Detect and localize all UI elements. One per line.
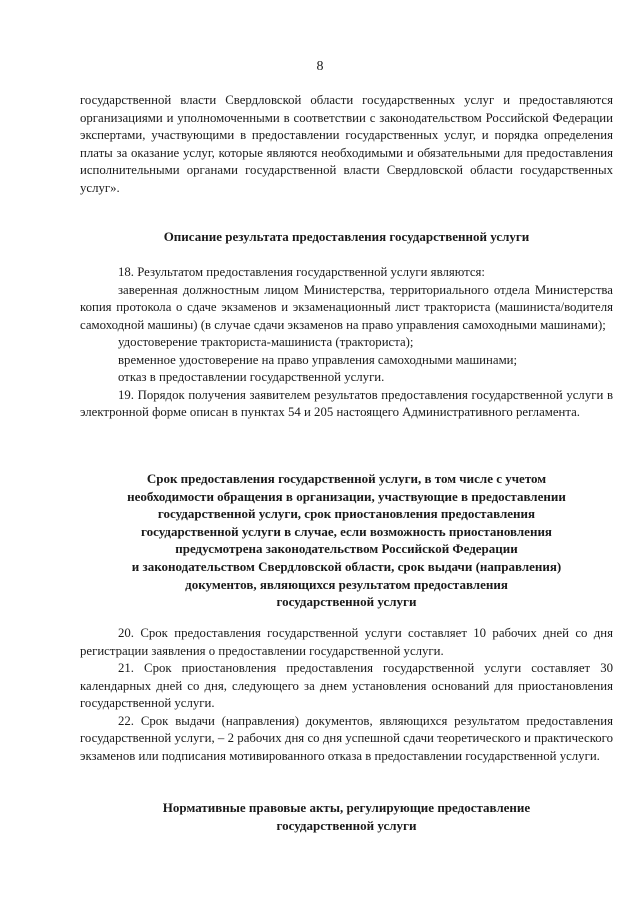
- section-result-body: [80, 264, 613, 422]
- intro-line: государственной власти Свердловской области государственных услуг: [80, 93, 495, 107]
- paragraph-20: 20. Срок предоставления государственной услуги составляет 10 рабочих дней со дня регистрации заявления о предоставлении государственной услуги.: [80, 626, 613, 658]
- heading-line: и законодательством Свердловской области, срок выдачи (направления): [131, 558, 562, 574]
- intro-line: в предоставлении государственных услуг, и порядка определения платы за: [80, 128, 614, 160]
- intro-line: Свердловской области государственных услуг».: [80, 163, 614, 195]
- heading-line: государственной услуги: [276, 817, 417, 833]
- section-terms-body: [80, 625, 613, 765]
- heading-line: Нормативные правовые акты, регулирующие предоставление: [162, 800, 531, 815]
- intro-text: [80, 92, 613, 197]
- section-heading-legal-acts: [80, 799, 613, 834]
- heading-line: документов, являющихся результатом предоставления: [185, 576, 508, 592]
- result-item-certificate: удостоверение тракториста-машиниста (тракториста);: [118, 335, 414, 349]
- paragraph-18: 18. Результатом предоставления государственной услуги являются:: [118, 265, 485, 279]
- intro-paragraph: [80, 92, 613, 197]
- heading-line: Срок предоставления государственной услуги, в том числе с учетом: [146, 471, 547, 486]
- paragraph-19: 19. Порядок получения заявителем результатов предоставления государственной услуги в электронной форме описан в пунктах 54 и 205 настоящего Административного регламента.: [80, 387, 613, 419]
- heading-line: Описание результата предоставления государственной услуги: [163, 229, 530, 244]
- heading-line: государственной услуги, срок приостановления предоставления: [157, 506, 536, 522]
- intro-line: оказание услуг, которые являются необходимыми и обязательными для: [131, 145, 523, 160]
- heading-line: необходимости обращения в организации, участвующие в предоставлении: [127, 488, 566, 504]
- heading-line: государственной услуги: [276, 594, 417, 610]
- section-heading-terms: [80, 470, 613, 611]
- page-number: 8: [316, 59, 324, 74]
- paragraph-22: 22. Срок выдачи (направления) документов, являющихся результатом предоставления государственной услуги, – 2 рабочих дня со дня успешной сдачи теоретического и практического экзаменов или подписания мотивированного отказа в предоставлении государственной услуги.: [80, 713, 613, 763]
- result-item-refusal: отказ в предоставлении государственной услуги.: [118, 370, 385, 384]
- intro-line: с законодательством Российской Федерации экспертами, участвующими: [80, 110, 613, 142]
- heading-line: предусмотрена законодательством Российской Федерации: [175, 541, 518, 557]
- intro-line: предоставления исполнительными органами государственной власти: [80, 145, 613, 177]
- heading-line: государственной услуги в случае, если возможность приостановления: [141, 523, 552, 539]
- intro-line: и предоставляются организациями и уполномоченными в соответствии: [80, 93, 614, 125]
- section-heading-result: [80, 228, 613, 246]
- result-item-temporary: временное удостоверение на право управления самоходными машинами;: [118, 352, 518, 367]
- result-item-protocol: заверенная должностным лицом Министерства, территориального отдела Министерства копия протокола о сдаче экзаменов и экзаменационный лист тракториста (машиниста/водителя самоходной машины) (в случае сдачи экзаменов на право управления самоходными машинами);: [80, 282, 613, 332]
- paragraph-21: 21. Срок приостановления предоставления государственной услуги составляет 30 календарных дней со дня, следующего за днем установления оснований для приостановления государственной услуги.: [80, 661, 613, 710]
